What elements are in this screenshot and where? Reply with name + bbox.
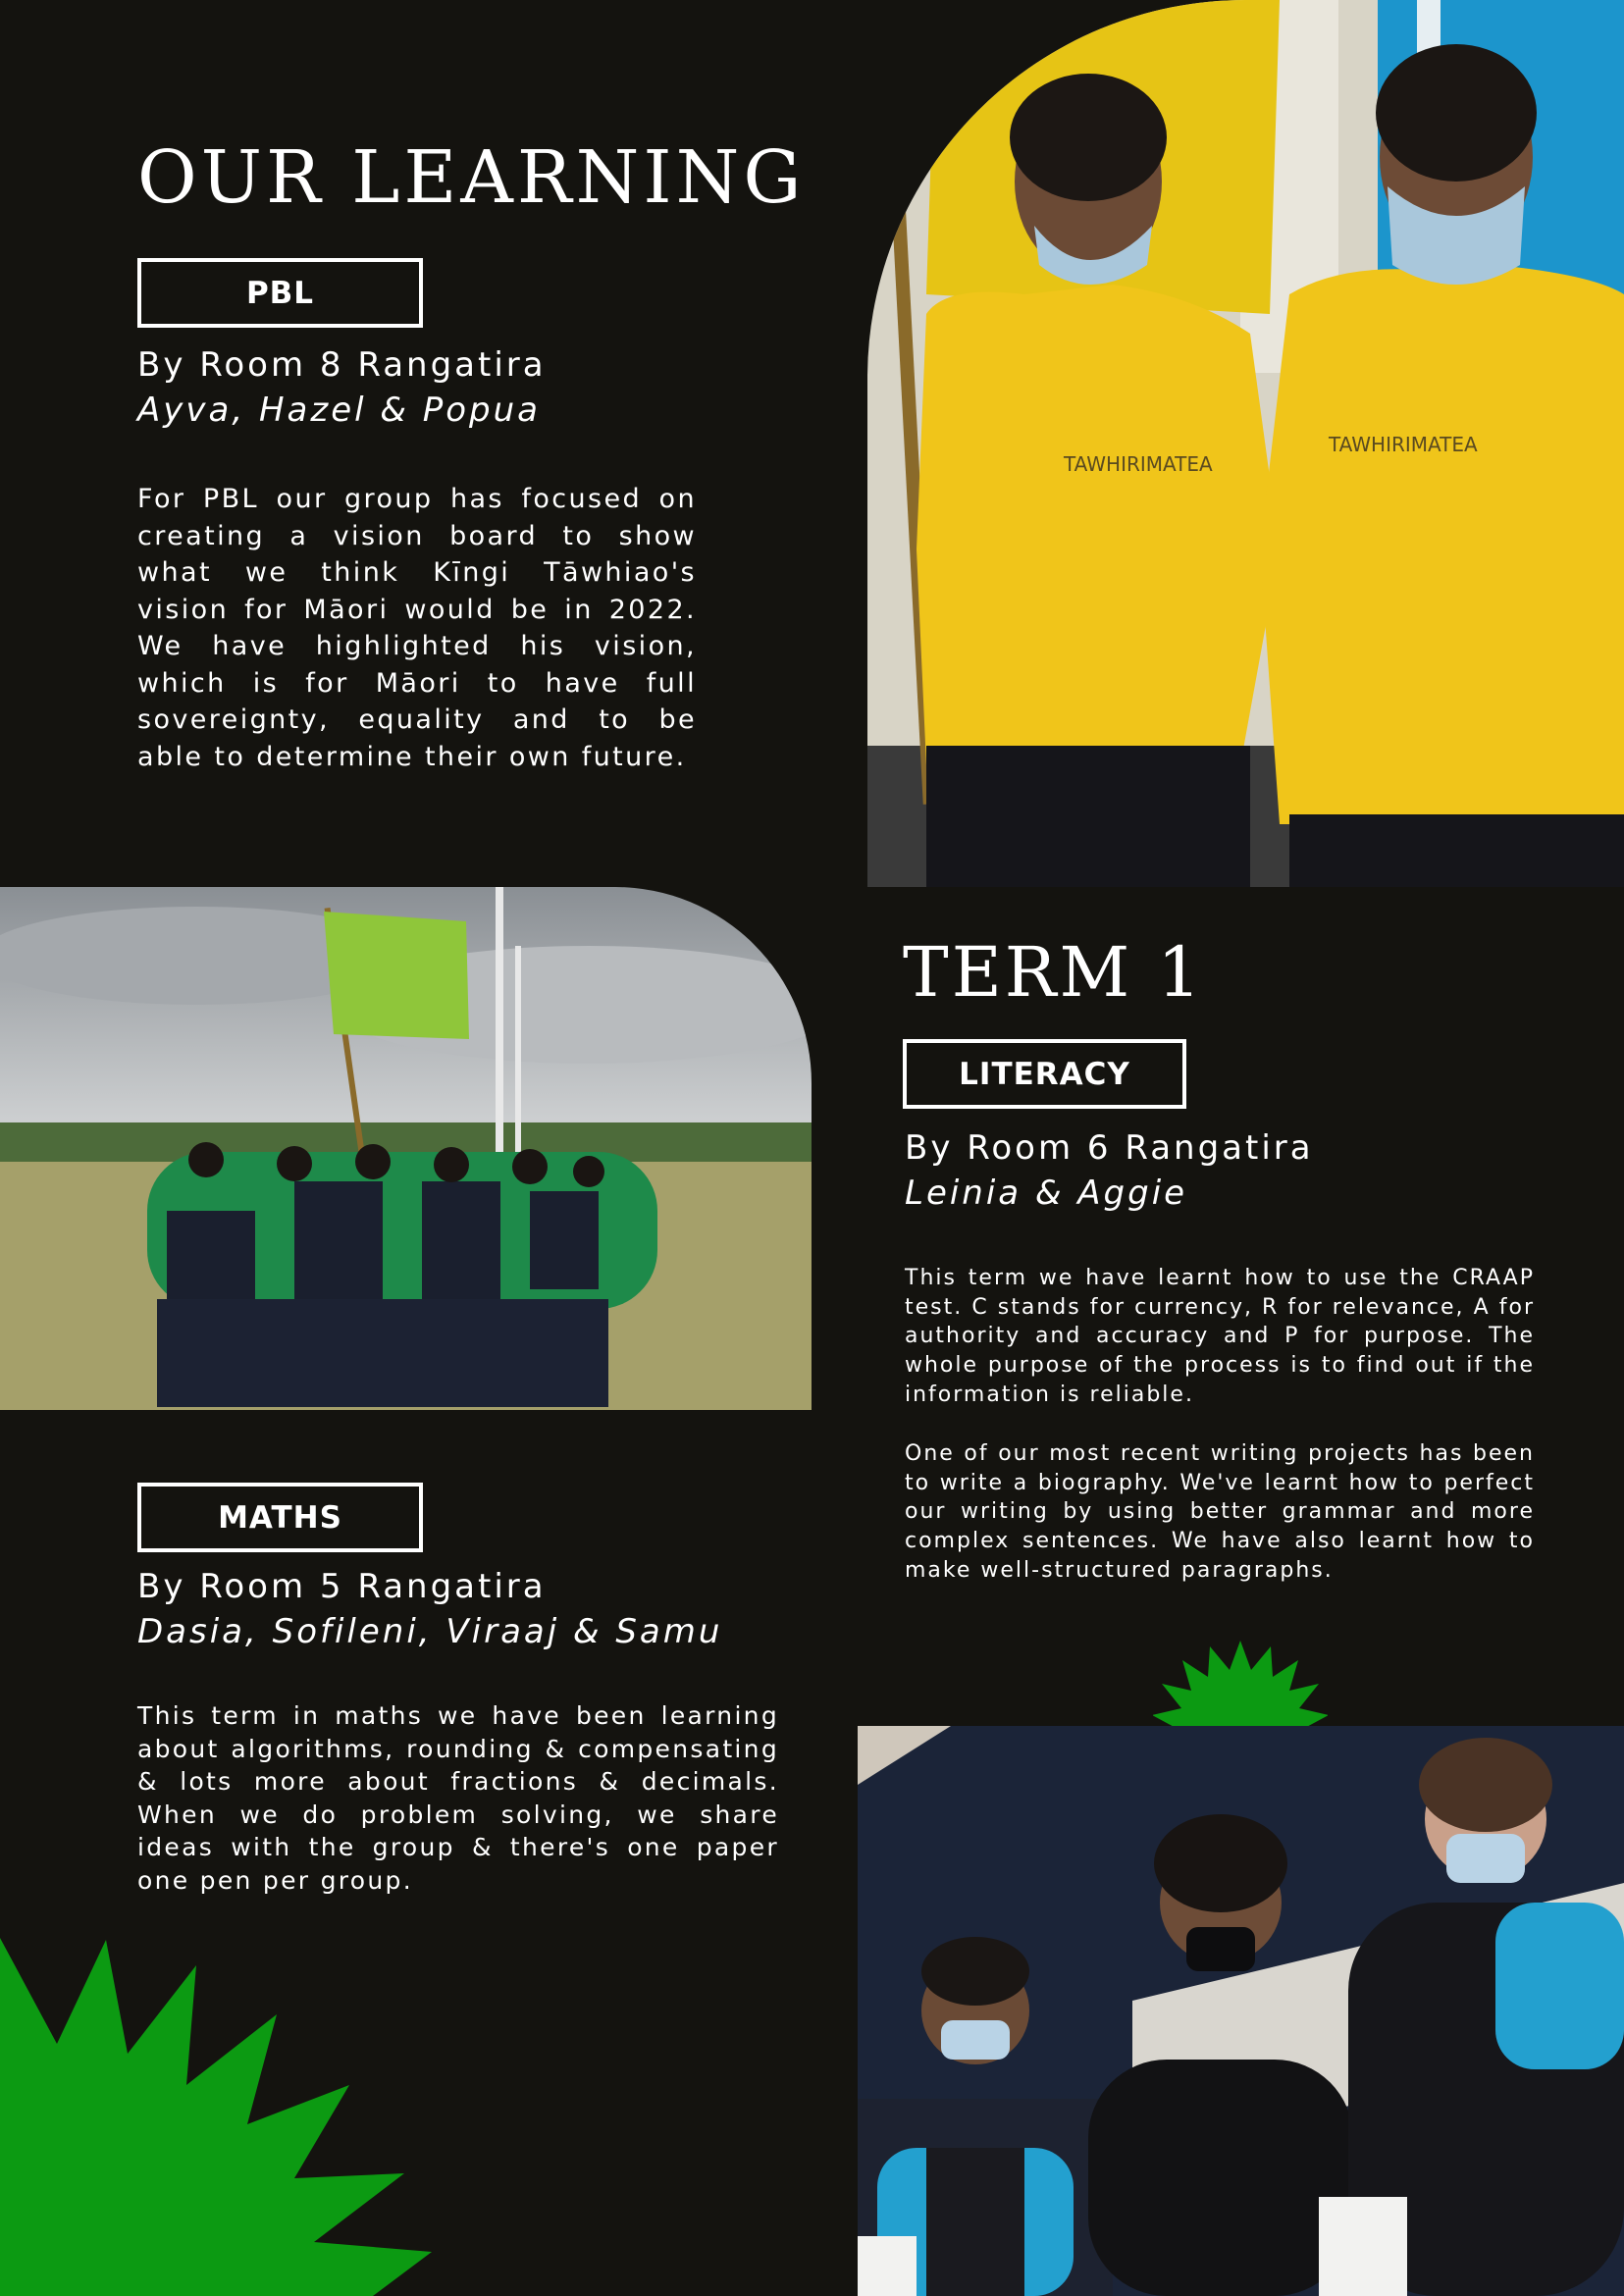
maths-authors: Dasia, Sofileni, Viraaj & Samu — [137, 1612, 723, 1651]
literacy-tag: LITERACY — [903, 1039, 1186, 1109]
students-yellow-shirts-photo — [867, 0, 1624, 887]
students-on-stage-photo — [858, 1726, 1624, 2296]
team-huddle-illustration — [0, 887, 812, 1410]
pbl-byline: By Room 8 Rangatira — [137, 345, 547, 385]
page-title: OUR LEARNING — [137, 135, 806, 220]
maths-body: This term in maths we have been learning about algorithms, rounding & compensating & lots more about fractions & decimals. When we do problem solving, we share ideas with the group & there's one paper one pen per group. — [137, 1701, 779, 1895]
pbl-tag: PBL — [137, 258, 423, 328]
students-yellow-shirts-illustration — [867, 0, 1624, 887]
term-title: TERM 1 — [903, 932, 1204, 1013]
pbl-authors: Ayva, Hazel & Popua — [137, 391, 541, 430]
literacy-byline: By Room 6 Rangatira — [905, 1128, 1314, 1168]
literacy-body-2: One of our most recent writing projects has been to write a biography. We've learnt how to perfect our writing by using better grammar and more complex sentences. We have also learnt how to make well-structured paragraphs. — [905, 1441, 1535, 1583]
green-starburst-large — [0, 1938, 432, 2296]
shirt-print-right: TAWHIRIMATEA — [1329, 433, 1478, 456]
literacy-authors: Leinia & Aggie — [905, 1174, 1188, 1213]
maths-byline: By Room 5 Rangatira — [137, 1567, 547, 1606]
maths-tag: MATHS — [137, 1483, 423, 1552]
shirt-print-left: TAWHIRIMATEA — [1064, 452, 1213, 476]
literacy-body-1: This term we have learnt how to use the CRAAP test. C stands for currency, R for relevance, A for authority and accuracy and P for purpose. The whole purpose of the process is to find out if the information is reliable. — [905, 1266, 1535, 1407]
pbl-body: For PBL our group has focused on creating a vision board to show what we think Kīngi Tāwhiao's vision for Māori would be in 2022. We have highlighted his vision, which is for Māori to have full sovereignty, equality and to be able to determine their own future. — [137, 484, 697, 772]
team-huddle-photo — [0, 887, 812, 1410]
students-on-stage-illustration — [858, 1726, 1624, 2296]
